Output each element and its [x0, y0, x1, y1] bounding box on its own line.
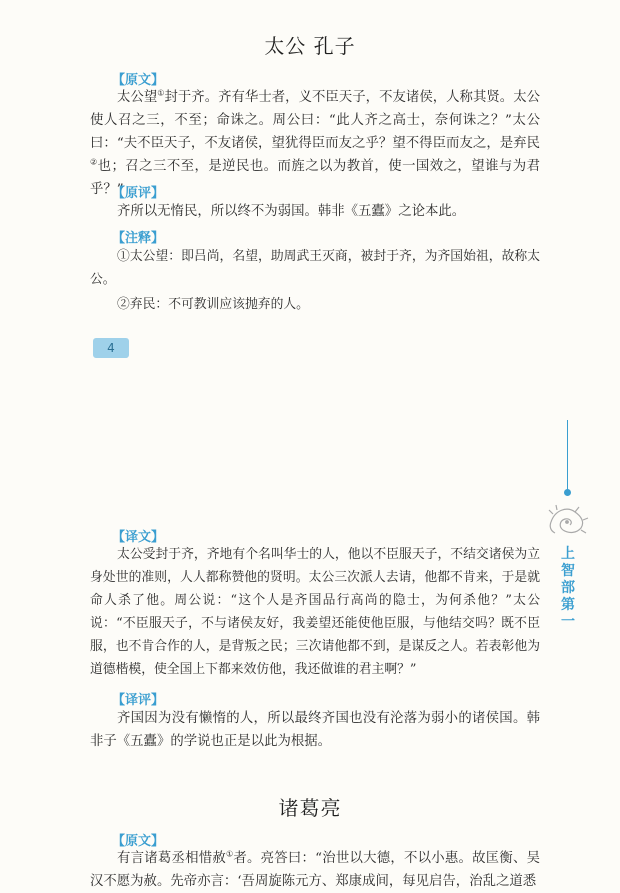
section-title-taigong: 太公 孔子 — [264, 34, 356, 58]
side-tab-char: 部 — [561, 580, 575, 596]
footnote-ref-2[interactable]: ② — [90, 157, 98, 167]
original-text-start: 太公望 — [117, 90, 158, 105]
side-tab-line — [567, 420, 568, 492]
section-title-zhuge-liang: 诸葛亮 — [278, 796, 342, 820]
translation-label: 【译文】 — [112, 530, 165, 545]
zhuge-original-rest: 者。亮答曰：“治世以大德，不以小惠。故匡衡、吴汉不愿为赦。先帝亦言：‘吾周旋陈元方、郑康成间，每见启告，治乱之道悉 — [90, 851, 540, 889]
translated-comment-paragraph: 齐国因为没有懒惰的人，所以最终齐国也没有沦落为弱小的诸侯国。韩非子《五蠹》的学说也正是以此为根据。 — [90, 711, 540, 749]
translated-comment-label: 【译评】 — [112, 693, 165, 708]
side-tab-char: 一 — [561, 614, 575, 630]
side-tab-dot — [564, 489, 571, 496]
zhuge-original-start: 有言诸葛丞相惜赦 — [117, 851, 226, 866]
note-1: ①太公望：即吕尚，名望，助周武王灭商，被封于齐，为齐国始祖，故称太公。 — [90, 249, 540, 287]
dragon-emblem-icon — [545, 500, 591, 540]
footnote-ref-1-zhuge[interactable]: ① — [226, 849, 234, 859]
original-text-middle: 封于齐。齐有华士者，义不臣天子，不友诸侯，人称其贤。太公使人召之三，不至；命诛之。周公曰：“此人齐之高士，奈何诛之？”太公曰：“夫不臣天子，不友诸侯，望犹得臣而友之乎？望不得臣而友之，是弃民 — [90, 90, 541, 151]
translation-paragraph: 太公受封于齐，齐地有个名叫华士的人，他以不臣服天子，不结交诸侯为立身处世的准则，人人都称赞他的贤明。太公三次派人去请，他都不肯来，于是就命人杀了他。周公说：“这个人是齐国品行高尚的隐士，为何杀他？”太公说：“不臣服天子，不与诸侯友好，我姜望还能使他臣服，与他结交吗？既不臣服，也不肯合作的人，是背叛之民；三次请他都不到，是谋反之人。若表彰他为道德楷模，使全国上下都来效仿他，我还做谁的君主啊？” — [90, 547, 540, 677]
footnote-ref-1[interactable]: ① — [157, 88, 165, 98]
page-number-tab: 4 — [93, 338, 129, 358]
side-tab-char: 上 — [561, 546, 575, 562]
side-tab-char: 第 — [561, 597, 575, 613]
original-comment-paragraph: 齐所以无惰民，所以终不为弱国。韩非《五蠹》之论本此。 — [117, 204, 466, 219]
original-text-label: 【原文】 — [112, 73, 165, 88]
side-tab-char: 智 — [561, 563, 575, 579]
zhuge-original-text-paragraph — [90, 847, 540, 893]
zhuge-original-text-label: 【原文】 — [112, 834, 165, 849]
note-2: ②弃民：不可教训应该抛弃的人。 — [117, 297, 309, 312]
notes-label: 【注释】 — [112, 231, 165, 246]
original-comment-label: 【原评】 — [112, 186, 165, 201]
side-tab-chapter-label — [558, 546, 578, 631]
original-text-end: 也；召之三不至，是逆民也。而旌之以为教首，使一国效之，望谁与为君乎？” — [90, 159, 541, 197]
